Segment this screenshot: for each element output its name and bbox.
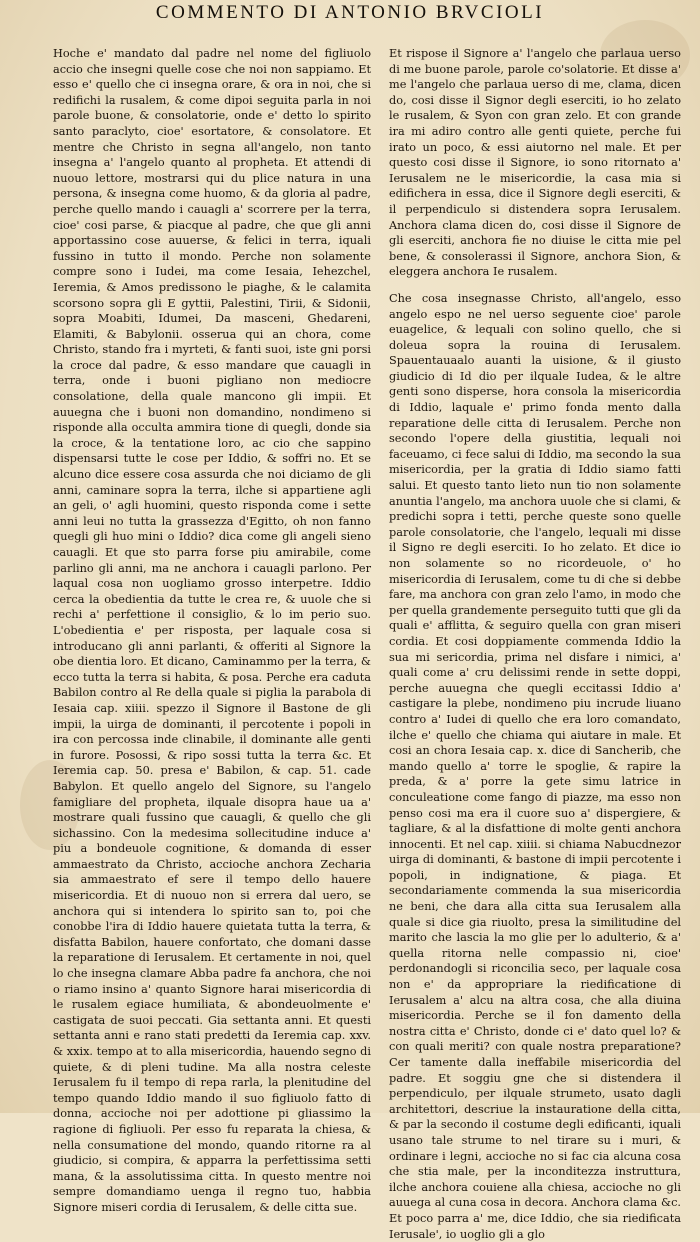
right-column [389,46,681,1242]
left-column [53,46,371,1216]
commentary-paragraph: Hoche e' mandato dal padre nel nome del figliuolo accio che insegni quelle cose che noi non sappiamo. Et esso e' quello che ci insegna orare, & ora in noi, che si redifichi la rusalem, & come dipoi seguita parla in noi parole buone, & consolatorie, onde e' detto lo spirito santo paraclyto, cioe' esortatore, & consolatore. Et mentre che Christo in segna all'angelo, non tanto insegna a' l'angelo quanto al propheta. Et attendi di nuouo lettore, mostrarsi qui du plice natura in una persona, & insegna come huomo, & da gloria al padre, perche quello mando i cauagli a' scorrere per la terra, cioe' cosi parse, & piacque al padre, che que gli anni apportassino cose auuerse, & felici in terra, iquali fussino in tutto il mondo. Perche non solamente compre sono i Iudei, ma come Iesaia, Iehezchel, Ieremia, & Amos predissono le piaghe, & le calamita scorsono sopra gli E gyttii, Palestini, Tirii, & Sidonii, sopra Moabiti, Idumei, Da masceni, Ghedareni, Elamiti, & Babylonii. osserua qui an chora, come Christo, stando fra i myrteti, & fanti suoi, iste gni porsi la croce dal padre, & esso mandare que cauagli in terra, onde i buoni pigliano non mediocre consolatione, della quale mancono gli impii. Et auuegna che i buoni non domandino, nondimeno si risponde alla occulta ammira tione di quegli, donde sia la croce, & la tentatione loro, ac cio che sappino dispensarsi tutte le cose per Iddio, & soffri no. Et se alcuno dice essere cosa assurda che noi diciamo de gli anni, caminare sopra la terra, ilche si appartiene agli an geli, o' agli huomini, questo risponda come i sette anni leui no tutta la grassezza d'Egitto, oh non fanno quegli gli huo mini o Iddio? dica come gli angeli sieno cauagli. Et que sto parra forse piu amirabile, come parlino gli anni, ma ne anchora i cauagli parlono. Per laqual cosa non uogliamo grosso interpetre. Iddio cerca la obedientia da tutte le crea re, & uuole che si rechi a' perfettione il consiglio, & lo im perio suo. L'obedientia e' per risposta, per laquale cosa si introducano gli anni parlanti, & offeriti al Signore la obe dientia loro. Et dicano, Caminammo per la terra, & ecco tutta la terra si habita, & posa. Perche era caduta Babilon contro al Re della quale si piglia la parabola di Iesaia cap. xiiii. spezzo il Signore il Bastone de gli impii, la uirga de dominanti, il percotente i popoli in ira con percossa inde clinabile, il dominante alle genti in furore. Posossi, & ripo sossi tutta la terra &c. Et Ieremia cap. 50. presa e' Babilon, & cap. 51. cade Babylon. Et quello angelo del Signore, su l'angelo famigliare del propheta, ilquale disopra haue ua a' mostrare quali fussino que cauagli, & quello che gli sichassino. Con la medesima sollecitudine induce a' piu a bondeuole cognitione, & domanda di esser ammaestrato da Christo, accioche anchora Zecharia sia ammaestrato ef sere il tempo dello hauere misericordia. Et di nuouo non si errera dal uero, se anchora qui si intendera lo spirito san to, poi che conobbe l'ira di Iddio hauere quietata tutta la terra, & disfatta Babilon, hauere confortato, che domani dasse la reparatione di Ierusalem. Et certamente in noi, quel lo che insegna clamare Abba padre fa anchora, che noi o riamo insino a' quanto Signore harai misericordia di le rusalem egiace humiliata, & abondeuolmente e' castigata de suoi peccati. Gia settanta anni. Et questi settanta anni e rano stati predetti da Ieremia cap. xxv. & xxix. tempo at to alla misericordia, hauendo segno di quiete, & di pleni tudine. Ma alla nostra celeste Ierusalem fu il tempo di repa rarla, la plenitudine del tempo quando Iddio mando il suo figliuolo fatto di donna, accioche noi per adottione pi gliassimo la ragione di figliuoli. Per esso fu reparata la chiesa, & nella consumatione del mondo, quando ritorne ra al giudicio, si compira, & apparra la perfettissima setti mana, & la assolutissima citta. In questo mentre noi sempre domandiamo uenga il regno tuo, habbia Signore miseri cordia di Ierusalem, & delle citta sue. [53,47,371,1214]
commentary-paragraph: Che cosa insegnasse Christo, all'angelo, esso angelo espo ne nel uerso seguente cioe' parole euagelice, & lequali con solino quello, che si doleua sopra la rouina di Ierusalem. Spauentauaalo auanti la uisione, & il giusto giudicio di Id dio per ilquale Iudea, & le altre genti sono disperse, hora consola la misericordia di Iddio, laquale e' primo fonda mento dalla reparatione delle citta di Ierusalem. Perche non secondo l'opere della giustitia, lequali noi faceuamo, ci fece salui di Iddio, ma secondo la sua misericordia, per la gratia di Iddio siamo fatti salui. Et questo tanto lieto nun tio non solamente anuntia l'angelo, ma anchora uuole che si clami, & predichi sopra i tetti, perche queste sono quelle parole consolatorie, che l'angelo, lequali mi disse il Signo re degli eserciti. Io ho zelato. Et dice io non solamente so no ricordeuole, o' ho misericordia di Ierusalem, come tu di che si debbe fare, ma anchora con gran zelo l'amo, in modo che per quella grandemente perseguito tutti que gli da quali e' afflitta, & seguiro quella con gran miseri cordia. Et cosi doppiamente commenda Iddio la sua mi sericordia, prima nel disfare i nimici, a' quali come a' cru delissimi rende in sette doppi, perche auuegna che quegli eccitassi Iddio a' castigare la plebe, nondimeno piu incrude liuano contro a' Iudei di quello che era loro comandato, ilche e' quello che chiama qui aiutare in male. Et cosi an chora Iesaia cap. x. dice di Sancherib, che mando quello a' torre le spoglie, & rapire la preda, & a' porre la gete simu latrice in conculeatione come fango di piazze, ma esso non penso cosi ma era il cuore suo a' dispergiere, & tagliare, & al la disfattione di molte genti anchora innocenti. Et nel cap. xiiii. si chiama Nabucdnezor uirga di dominanti, & bastone di impii percotente i popoli, in indignatione, & piaga. Et secondariamente commenda la sua misericordia ne beni, che dara alla citta sua Ierusalem alla quale si dice gia riuolto, presa la similitudine del marito che lascia la mo glie per lo adulterio, & a' quella ritorna nelle compassio ni, cioe' perdonandogli si riconcilia seco, per laquale cosa non e' da appropriare la riedificatione di Ierusalem a' alcu na altra cosa, che alla diuina misericordia. Perche se il fon damento della nostra citta e' Christo, donde ci e' dato quel lo? & con quali meriti? con quale nostra preparatione? Cer tamente dalla ineffabile misericordia del padre. Et soggiu gne che si distendera il perpendiculo, per ilquale strumeto, usato dagli architettori, descriue la instauratione della citta, & par la secondo il costume degli edificanti, iquali usano tale strume to nel tirare su i muri, & ordinare i legni, accioche no si fac cia alcuna cosa che stia male, per la inconditezza instruttura, ilche anchora couiene alla chiesa, accioche no gli auuega al cuna cosa in decora. Anchora clama &c. Et poco parra a' me, dice Iddio, che sia riedificata Ierusale', io uoglio gli a glo [389,291,681,1241]
running-header: COMMENTO DI ANTONIO BRVCIOLI [155,2,545,23]
scripture-paragraph: Et rispose il Signore a' l'angelo che parlaua uerso di me buone parole, parole co'solatorie. Et disse a' me l'angelo che parlaua uerso di me, clama, dicen do, cosi disse il Signor degli eserciti, io ho zelato le rusalem, & Syon con gran zelo. Et con grande ira mi adiro contro alle genti quiete, perche fui irato un poco, & essi aiutorno nel male. Et per questo cosi disse il Signore, io sono ritornato a' Ierusalem ne le misericordie, la casa mia si edifichera in essa, dice il Signore degli eserciti, & il perpendiculo si distendera sopra Ierusalem. Anchora clama dicen do, cosi disse il Signore de gli eserciti, anchora fie no diuise le citta mie pel bene, & consolerassi il Signore, anchora Sion, & eleggera anchora Ie rusalem. [389,47,681,279]
